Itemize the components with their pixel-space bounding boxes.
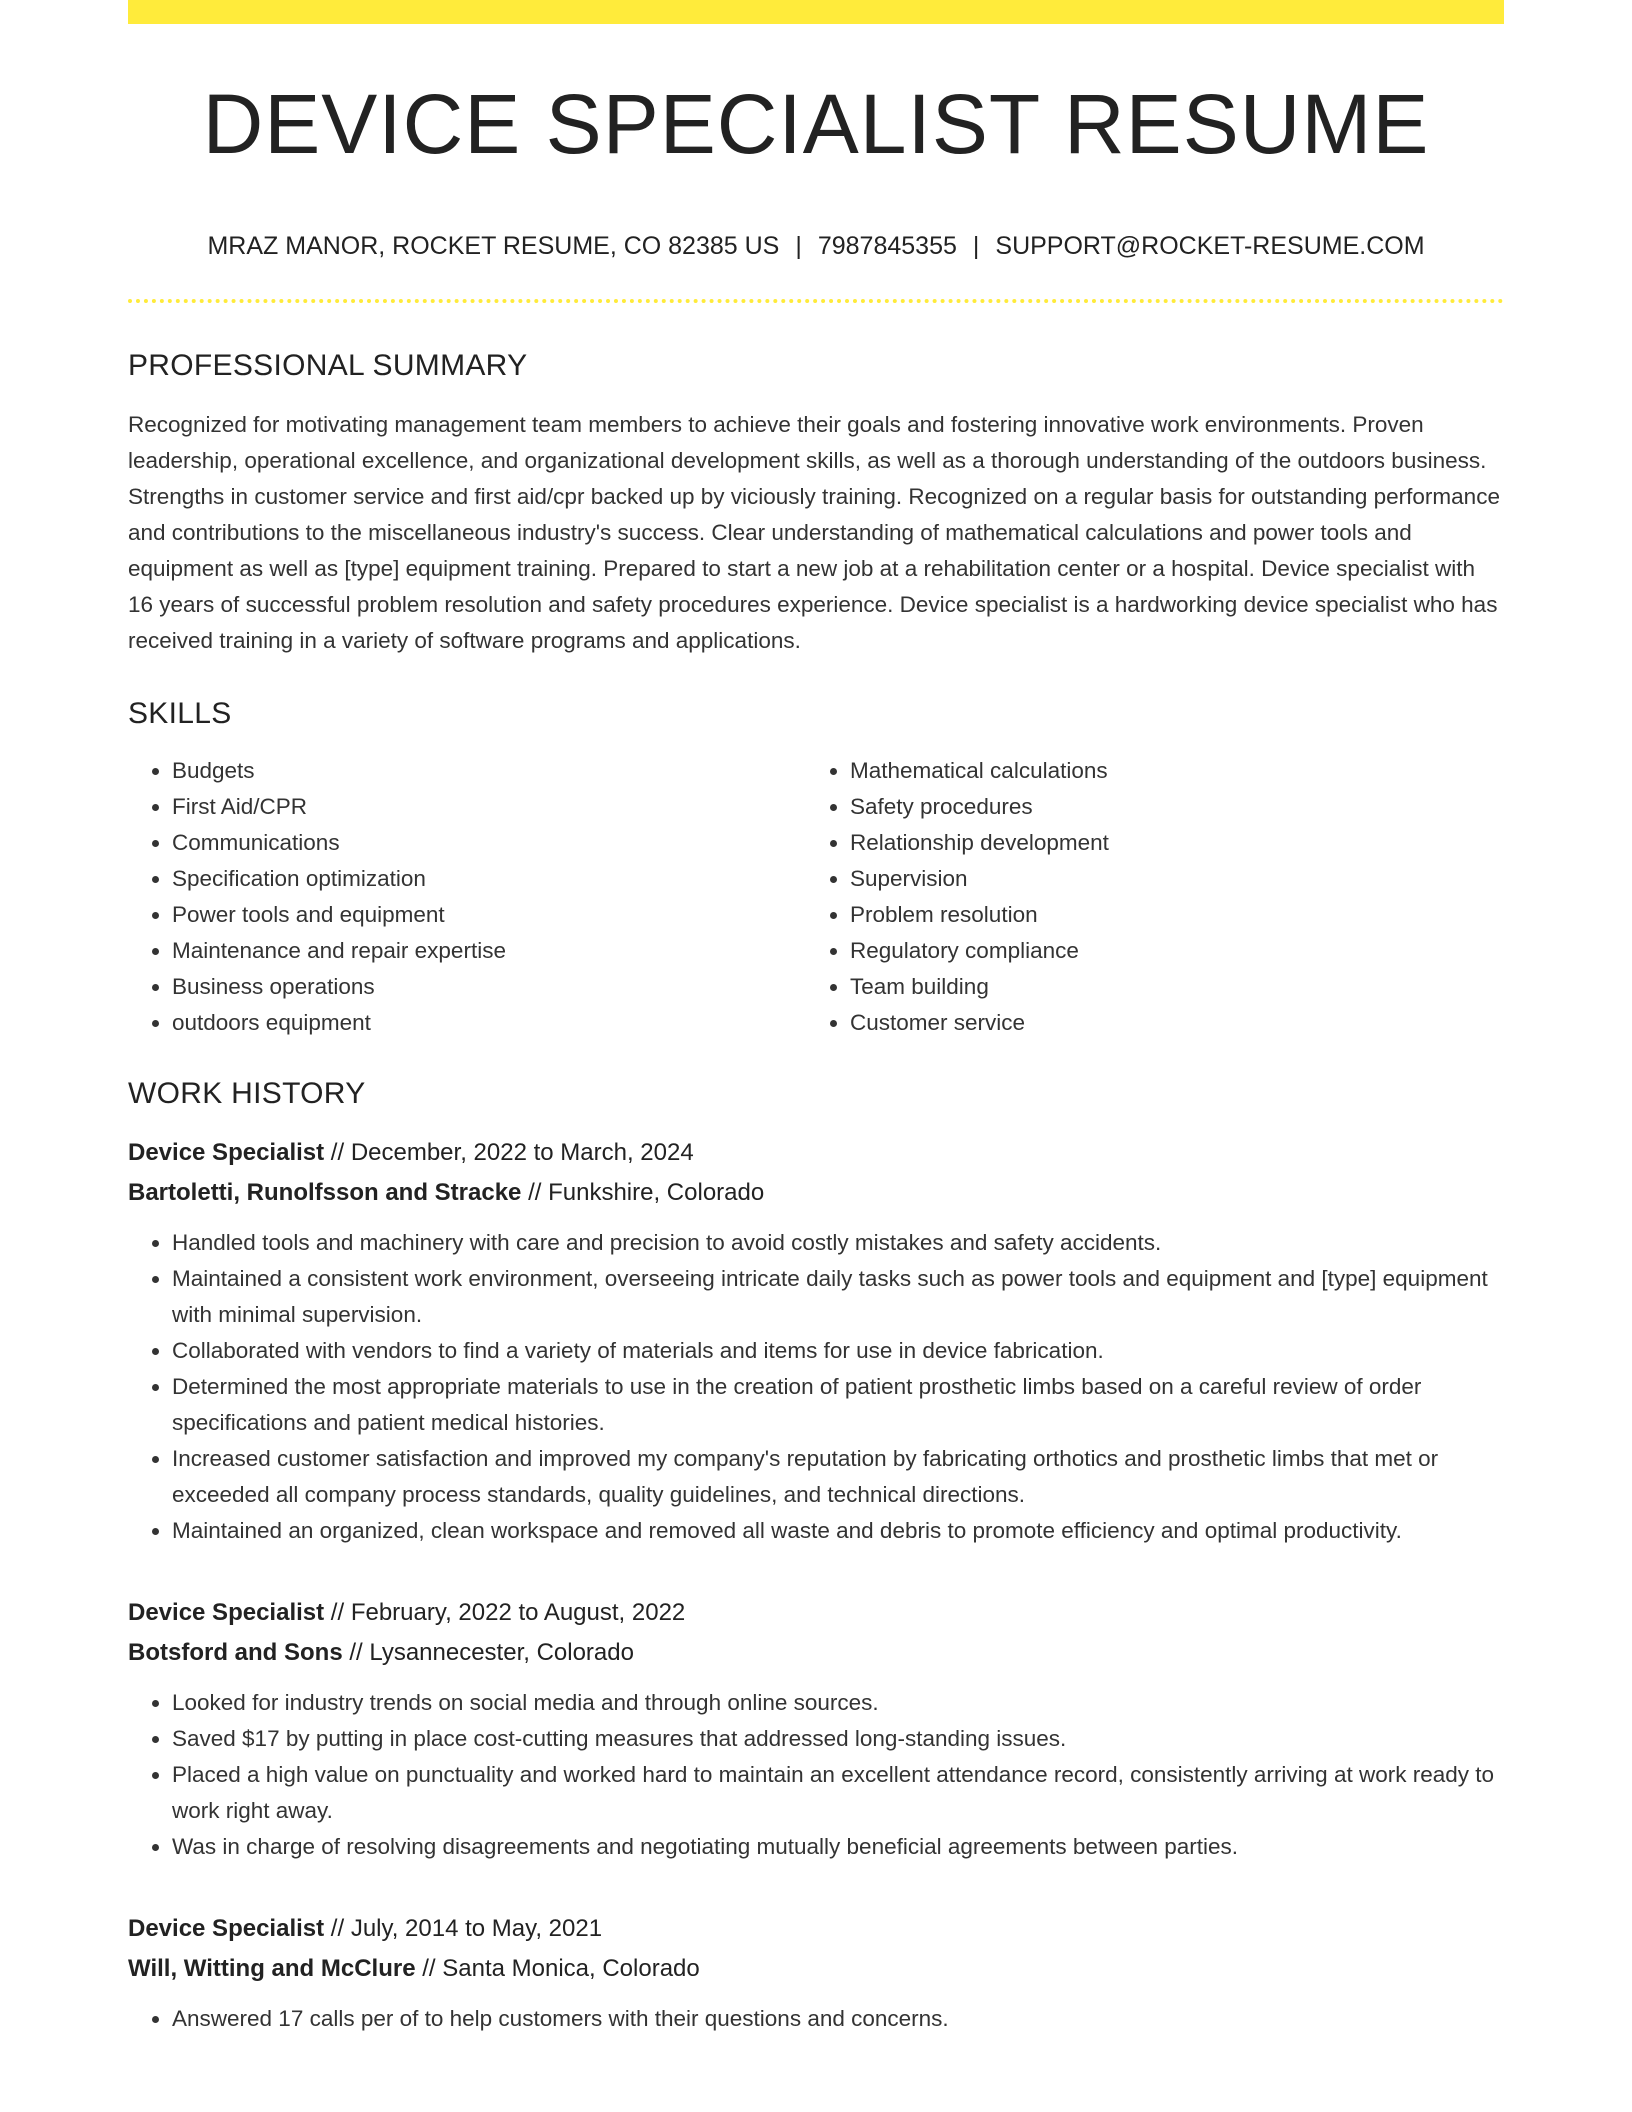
skill-item: • Specification optimization: [172, 861, 806, 897]
skill-item: • Regulatory compliance: [850, 933, 1484, 969]
contact-phone: 7987845355: [817, 232, 957, 260]
job-company: Botsford and Sons: [128, 1639, 343, 1666]
job-title-line: [128, 1909, 1504, 1949]
work-history-list: [128, 1133, 1504, 2037]
job-bullet: • Maintained a consistent work environment, overseeing intricate daily tasks such as power tools and equipment and [type] equipment with minimal supervision.: [172, 1261, 1504, 1333]
job-title-line: [128, 1593, 1504, 1633]
delimiter: //: [330, 1139, 345, 1166]
skills-list-right: [806, 753, 1484, 1041]
job-company: Bartoletti, Runolfsson and Stracke: [128, 1179, 522, 1206]
delimiter: //: [422, 1955, 436, 1982]
job-location: Santa Monica, Colorado: [442, 1955, 700, 1982]
summary-text: Recognized for motivating management team members to achieve their goals and fostering innovative work environments. Proven leadership, operational excellence, and organizational development skills, as well as a thorough understanding of the outdoors business. Strengths in customer service and first aid/cpr backed up by viciously training. Recognized on a regular basis for outstanding performance and contributions to the miscellaneous industry's success. Clear understanding of mathematical calculations and power tools and equipment as well as [type] equipment training. Prepared to start a new job at a rehabilitation center or a hospital. Device specialist with 16 years of successful problem resolution and safety procedures experience. Device specialist is a hardworking device specialist who has received training in a variety of software programs and applications.: [128, 412, 1500, 653]
skill-item: • Safety procedures: [850, 789, 1484, 825]
skill-item: • Power tools and equipment: [172, 897, 806, 933]
job-company-line: [128, 1949, 1504, 1989]
job-bullet: • Determined the most appropriate materials to use in the creation of patient prosthetic limbs based on a careful review of order specifications and patient medical histories.: [172, 1369, 1504, 1441]
top-accent-bar: [128, 0, 1504, 24]
contact-separator: |: [795, 232, 802, 260]
dotted-divider: [128, 299, 1504, 303]
delimiter: //: [349, 1639, 363, 1666]
summary-heading: PROFESSIONAL SUMMARY: [128, 349, 528, 382]
skills-grid: [128, 753, 1504, 1041]
skill-item: • Communications: [172, 825, 806, 861]
contact-line: [128, 234, 1504, 259]
resume-page: [128, 0, 1504, 2112]
job-company-line: [128, 1633, 1504, 1673]
job-dates: December, 2022 to March, 2024: [350, 1139, 694, 1166]
job-entry: [128, 1593, 1504, 1865]
skill-item: • Maintenance and repair expertise: [172, 933, 806, 969]
job-bullet: • Handled tools and machinery with care and precision to avoid costly mistakes and safety accidents.: [172, 1225, 1504, 1261]
job-bullet: • Looked for industry trends on social media and through online sources.: [172, 1685, 1504, 1721]
job-entry: [128, 1909, 1504, 2037]
job-company: Will, Witting and McClure: [128, 1955, 416, 1982]
skill-item: • Relationship development: [850, 825, 1484, 861]
skills-heading: SKILLS: [128, 697, 232, 730]
delimiter: //: [330, 1915, 345, 1942]
job-bullets: [128, 2001, 1504, 2037]
delimiter: //: [330, 1599, 345, 1626]
skill-item: • outdoors equipment: [172, 1005, 806, 1041]
job-title: Device Specialist: [128, 1599, 325, 1626]
job-bullet: • Maintained an organized, clean workspace and removed all waste and debris to promote efficiency and optimal productivity.: [172, 1513, 1504, 1549]
job-title: Device Specialist: [128, 1915, 325, 1942]
skill-item: • Customer service: [850, 1005, 1484, 1041]
contact-separator: |: [972, 232, 980, 260]
job-dates: February, 2022 to August, 2022: [350, 1599, 686, 1626]
skill-item: • Business operations: [172, 969, 806, 1005]
skill-item: • Problem resolution: [850, 897, 1484, 933]
skill-item: • Mathematical calculations: [850, 753, 1484, 789]
job-bullet: • Saved $17 by putting in place cost-cutting measures that addressed long-standing issues.: [172, 1721, 1504, 1757]
job-bullet: • Was in charge of resolving disagreements and negotiating mutually beneficial agreements between parties.: [172, 1829, 1504, 1865]
job-dates: July, 2014 to May, 2021: [350, 1915, 603, 1942]
skill-item: • Budgets: [172, 753, 806, 789]
page-title: DEVICE SPECIALIST RESUME: [202, 77, 1430, 171]
work-history-heading: WORK HISTORY: [128, 1077, 366, 1110]
job-bullet: • Increased customer satisfaction and improved my company's reputation by fabricating orthotics and prosthetic limbs that met or exceeded all company process standards, quality guidelines, and technical directions.: [172, 1441, 1504, 1513]
job-bullets: [128, 1225, 1504, 1549]
skill-item: • Team building: [850, 969, 1484, 1005]
contact-email: SUPPORT@ROCKET-RESUME.COM: [995, 232, 1425, 260]
job-bullet: • Answered 17 calls per of to help customers with their questions and concerns.: [172, 2001, 1504, 2037]
job-title: Device Specialist: [128, 1139, 325, 1166]
skill-item: • Supervision: [850, 861, 1484, 897]
job-bullet: • Collaborated with vendors to find a variety of materials and items for use in device fabrication.: [172, 1333, 1504, 1369]
job-location: Funkshire, Colorado: [548, 1179, 765, 1206]
job-bullet: • Placed a high value on punctuality and worked hard to maintain an excellent attendance record, consistently arriving at work ready to work right away.: [172, 1757, 1504, 1829]
job-company-line: [128, 1173, 1504, 1213]
job-bullets: [128, 1685, 1504, 1865]
delimiter: //: [528, 1179, 542, 1206]
contact-address: MRAZ MANOR, ROCKET RESUME, CO 82385 US: [207, 232, 780, 260]
job-title-line: [128, 1133, 1504, 1173]
skills-list-left: [128, 753, 806, 1041]
job-location: Lysannecester, Colorado: [369, 1639, 634, 1666]
job-entry: [128, 1133, 1504, 1549]
skill-item: • First Aid/CPR: [172, 789, 806, 825]
